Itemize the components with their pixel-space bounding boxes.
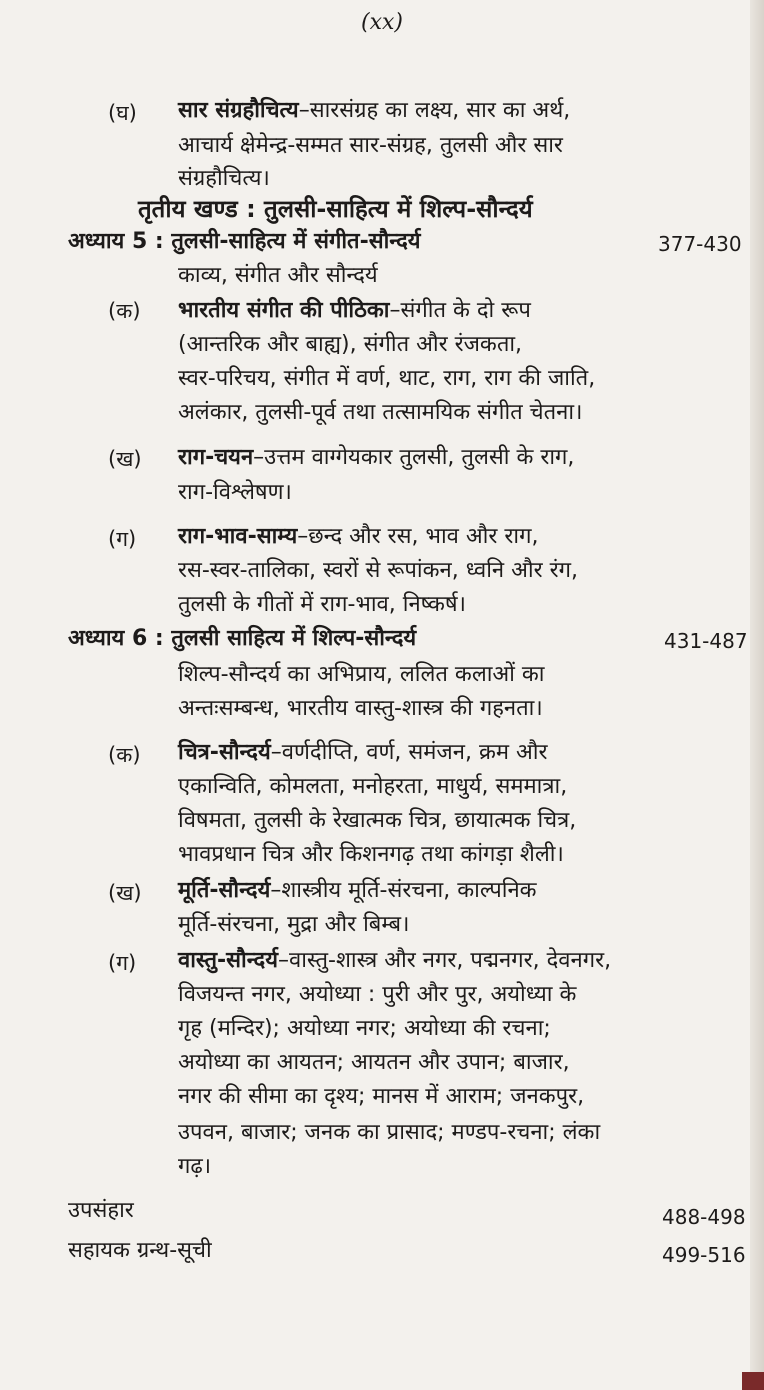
- toc-entry: [178, 946, 611, 976]
- entry-text: विजयन्त नगर, अयोध्या : पुरी और पुर, अयोध्या के: [178, 982, 577, 1007]
- page-range: 431-487: [664, 629, 748, 653]
- entry-title: सार संग्रहौचित्य: [178, 98, 299, 123]
- entry-text: गृह (मन्दिर); अयोध्या नगर; अयोध्या की रचना;: [178, 1016, 551, 1041]
- entry-text: भावप्रधान चित्र और किशनगढ़ तथा कांगड़ा शैली।: [178, 842, 564, 867]
- back-matter-title: सहायक ग्रन्थ-सूची: [68, 1238, 212, 1263]
- entry-title: वास्तु-सौन्दर्य: [178, 948, 278, 973]
- chapter-title: अध्याय 5 : तुलसी-साहित्य में संगीत-सौन्दर्य: [68, 229, 421, 254]
- entry-title: राग-चयन: [178, 445, 254, 470]
- entry-text: गढ़।: [178, 1154, 212, 1179]
- entry-text: –वास्तु-शास्त्र और नगर, पद्मनगर, देवनगर,: [277, 948, 612, 973]
- chapter-intro: अन्तःसम्बन्ध, भारतीय वास्तु-शास्त्र की गहनता।: [178, 696, 543, 721]
- entry-text: अयोध्या का आयतन; आयतन और उपान; बाजार,: [178, 1050, 570, 1075]
- toc-entry: [178, 96, 570, 126]
- toc-entry: [178, 738, 548, 768]
- entry-title: राग-भाव-साम्य: [178, 524, 298, 549]
- back-matter-title: उपसंहार: [68, 1198, 134, 1223]
- page-number: (xx): [361, 10, 403, 35]
- chapter-intro: काव्य, संगीत और सौन्दर्य: [178, 263, 378, 288]
- entry-text: –वर्णदीप्ति, वर्ण, समंजन, क्रम और: [270, 740, 548, 765]
- entry-text: एकान्विति, कोमलता, मनोहरता, माधुर्य, सममात्रा,: [178, 774, 568, 799]
- toc-entry: [178, 876, 537, 906]
- item-marker: (ख): [108, 447, 142, 471]
- entry-text: उपवन, बाजार; जनक का प्रासाद; मण्डप-रचना; लंका: [178, 1120, 601, 1145]
- item-marker: (ख): [108, 881, 142, 905]
- entry-text: –शास्त्रीय मूर्ति-संरचना, काल्पनिक: [270, 878, 537, 903]
- item-marker: (क): [108, 743, 141, 767]
- entry-text: विषमता, तुलसी के रेखात्मक चित्र, छायात्मक चित्र,: [178, 808, 577, 833]
- toc-entry: [178, 522, 538, 552]
- entry-text: राग-विश्लेषण।: [178, 480, 292, 505]
- page-range: 488-498: [662, 1205, 746, 1229]
- chapter-intro: शिल्प-सौन्दर्य का अभिप्राय, ललित कलाओं का: [178, 662, 545, 687]
- entry-title: भारतीय संगीत की पीठिका: [178, 298, 390, 323]
- toc-entry: [178, 296, 531, 326]
- chapter-title: अध्याय 6 : तुलसी साहित्य में शिल्प-सौन्दर्य: [68, 626, 417, 651]
- entry-text: –छन्द और रस, भाव और राग,: [297, 524, 539, 549]
- book-spine: [750, 0, 764, 1390]
- entry-text: तुलसी के गीतों में राग-भाव, निष्कर्ष।: [178, 592, 466, 617]
- section-heading: तृतीय खण्ड : तुलसी-साहित्य में शिल्प-सौन्दर्य: [138, 195, 533, 223]
- entry-text: –उत्तम वाग्गेयकार तुलसी, तुलसी के राग,: [253, 445, 575, 470]
- entry-text: –सारसंग्रह का लक्ष्य, सार का अर्थ,: [298, 98, 571, 123]
- entry-text: रस-स्वर-तालिका, स्वरों से रूपांकन, ध्वनि और रंग,: [178, 558, 578, 583]
- entry-text: अलंकार, तुलसी-पूर्व तथा तत्सामयिक संगीत चेतना।: [178, 400, 583, 425]
- entry-text: स्वर-परिचय, संगीत में वर्ण, थाट, राग, राग की जाति,: [178, 366, 596, 391]
- entry-text: (आन्तरिक और बाह्य), संगीत और रंजकता,: [178, 332, 523, 357]
- entry-text: मूर्ति-संरचना, मुद्रा और बिम्ब।: [178, 912, 410, 937]
- spine-mark: [742, 1372, 764, 1390]
- toc-entry: [178, 443, 574, 473]
- item-marker: (घ): [108, 101, 137, 125]
- item-marker: (ग): [108, 951, 137, 975]
- entry-title: मूर्ति-सौन्दर्य: [178, 878, 271, 903]
- page-range: 377-430: [658, 232, 742, 256]
- page-range: 499-516: [662, 1243, 746, 1267]
- item-marker: (क): [108, 299, 141, 323]
- entry-text: आचार्य क्षेमेन्द्र-सम्मत सार-संग्रह, तुलसी और सार: [178, 133, 563, 158]
- item-marker: (ग): [108, 527, 137, 551]
- entry-text: नगर की सीमा का दृश्य; मानस में आराम; जनकपुर,: [178, 1084, 585, 1109]
- entry-text: संग्रहौचित्य।: [178, 166, 270, 191]
- entry-text: –संगीत के दो रूप: [389, 298, 531, 323]
- entry-title: चित्र-सौन्दर्य: [178, 740, 271, 765]
